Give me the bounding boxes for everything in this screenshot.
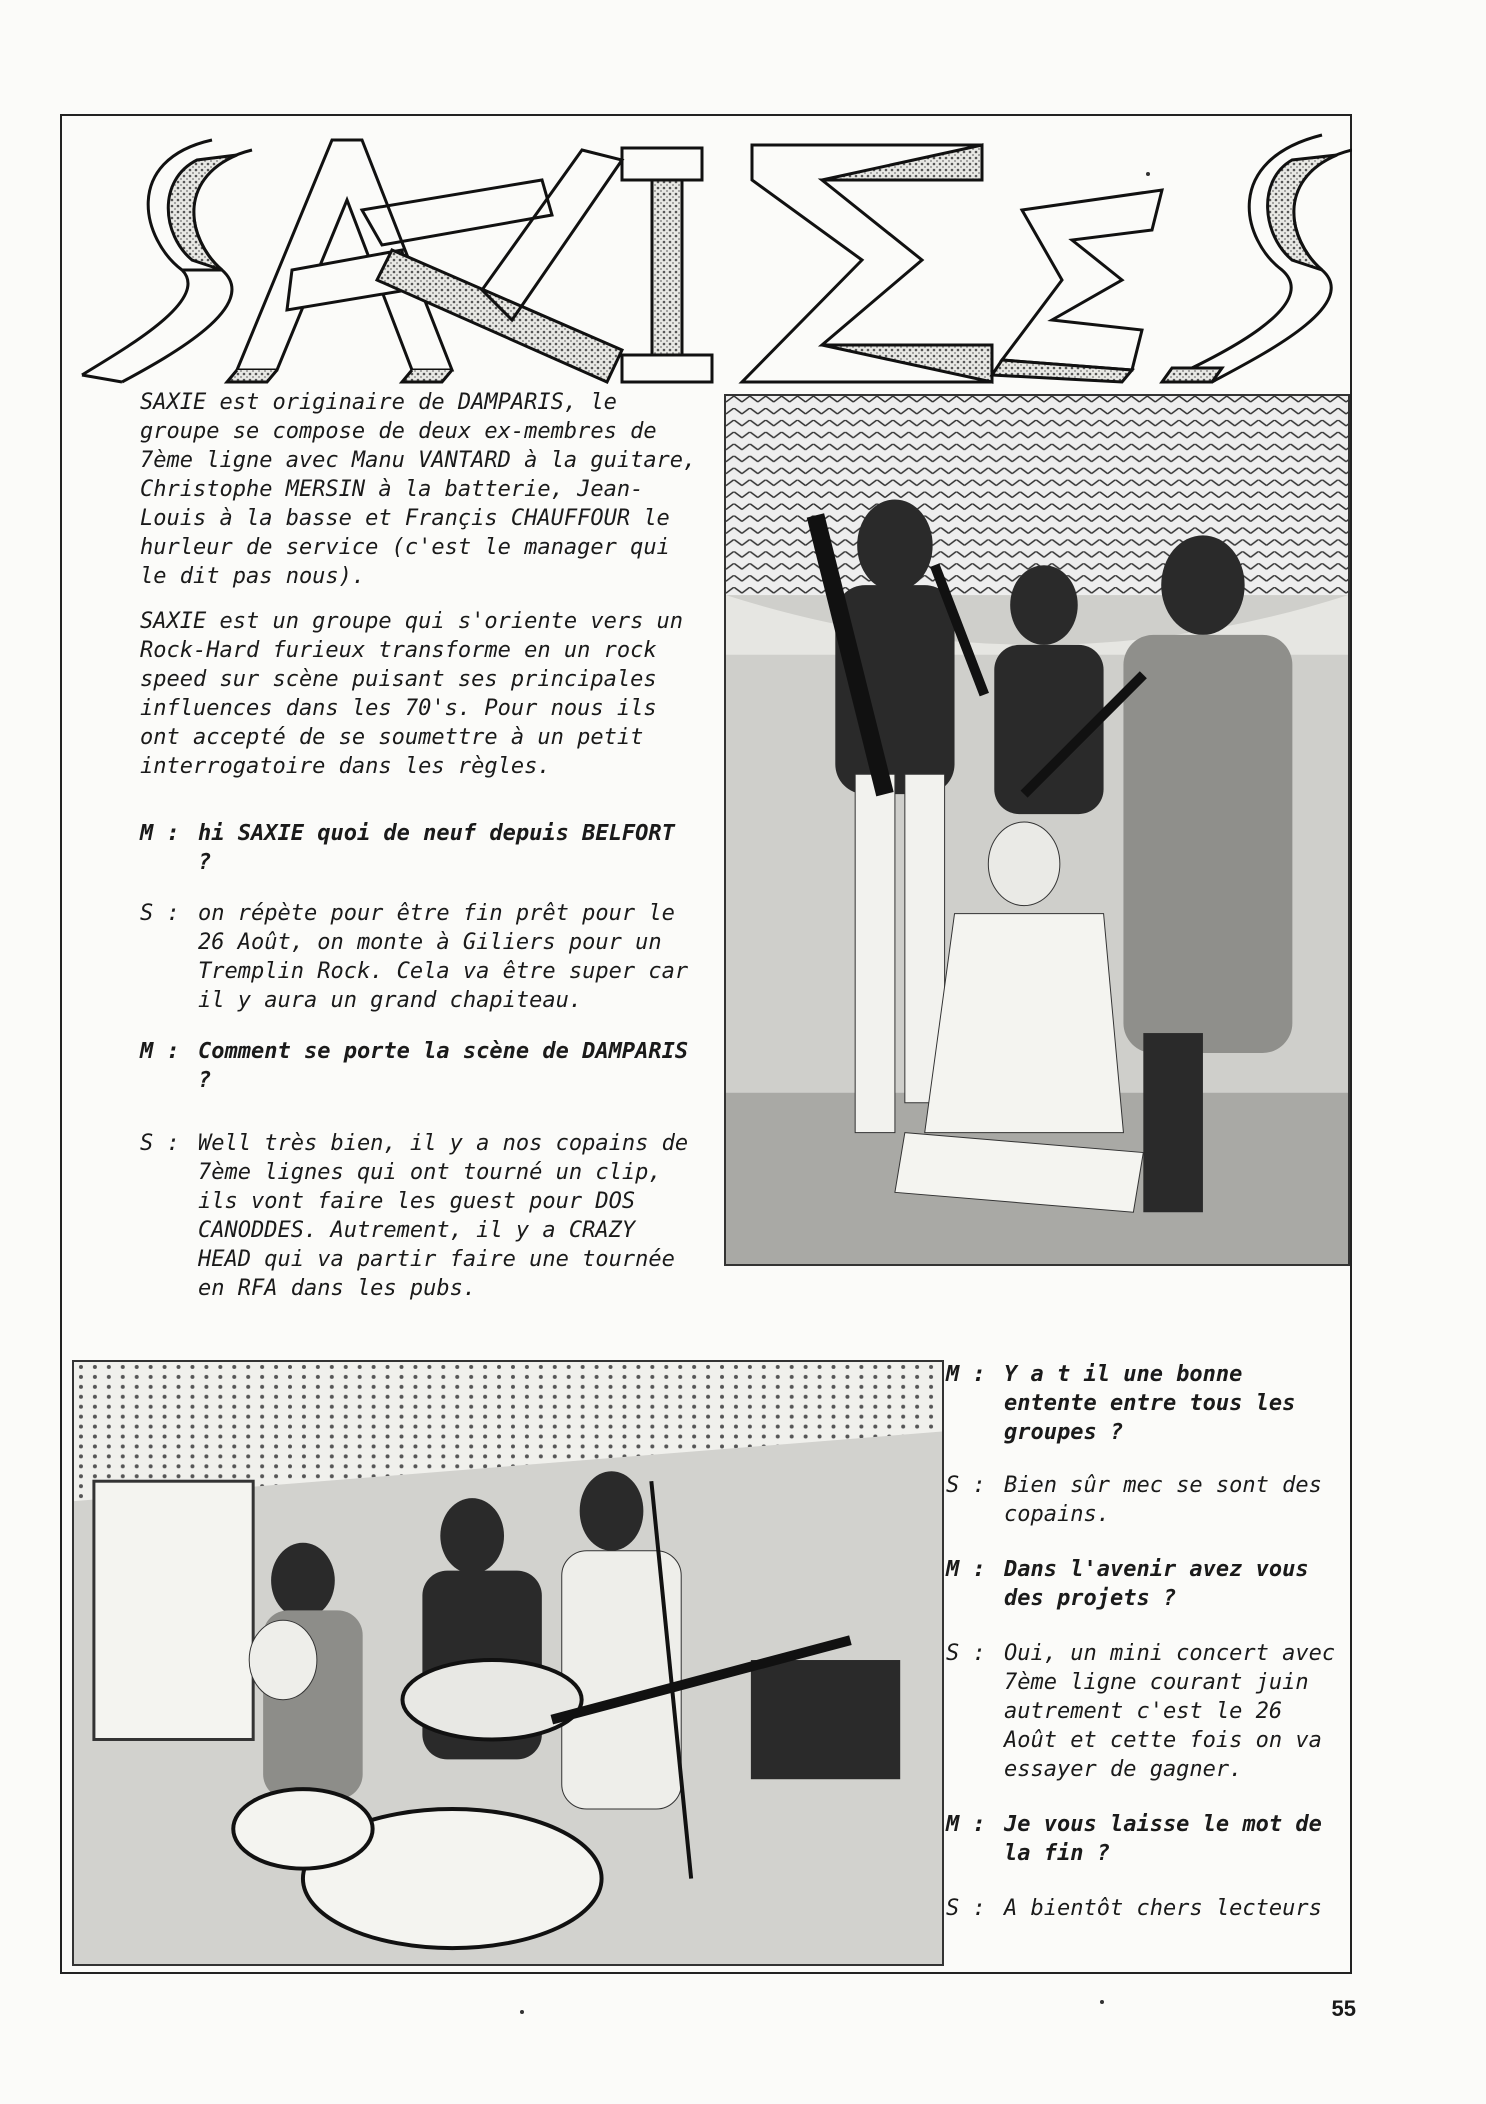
interview-answer xyxy=(946,1471,1346,1529)
question-text: Comment se porte la scène de DAMPARIS ? xyxy=(198,1039,689,1093)
speaker-label: M : xyxy=(946,1362,986,1387)
interview-answer xyxy=(140,899,700,1015)
saxies-logo xyxy=(62,120,1352,388)
speaker-label: S : xyxy=(946,1641,986,1666)
interview-question xyxy=(946,1555,1346,1613)
speaker-label: M : xyxy=(946,1557,986,1582)
band-photo-bottom xyxy=(72,1360,944,1966)
interview-question xyxy=(140,819,700,877)
intro-column xyxy=(140,388,700,1325)
interview-question xyxy=(140,1037,700,1095)
interview-right-column xyxy=(946,1360,1346,1945)
answer-text: A bientôt chers lecteurs xyxy=(1004,1896,1322,1921)
speaker-label: S : xyxy=(946,1896,986,1921)
question-text: Y a t il une bonne entente entre tous les groupes ? xyxy=(1004,1362,1296,1445)
interview-question xyxy=(946,1360,1346,1447)
speaker-label: M : xyxy=(946,1812,986,1837)
band-photo-top xyxy=(724,394,1350,1266)
question-text: Je vous laisse le mot de la fin ? xyxy=(1004,1812,1322,1866)
page-number: 55 xyxy=(1331,1996,1356,2021)
speaker-label: S : xyxy=(946,1473,986,1498)
answer-text: on répète pour être fin prêt pour le 26 Août, on monte à Giliers pour un Tremplin Rock. Cela va être super car il y aura un grand chapiteau. xyxy=(198,901,689,1013)
question-text: hi SAXIE quoi de neuf depuis BELFORT ? xyxy=(198,821,675,875)
speaker-label: M : xyxy=(140,821,180,846)
intro-paragraph-1: SAXIE est originaire de DAMPARIS, le groupe se compose de deux ex-membres de 7ème ligne avec Manu VANTARD à la guitare, Christophe MERSIN à la batterie, Jean-Louis à la basse et Françis CHAUFFOUR le hurleur de service (c'est le manager qui le dit pas nous). xyxy=(140,390,697,589)
answer-text: Oui, un mini concert avec 7ème ligne courant juin autrement c'est le 26 Août et cette fois on va essayer de gagner. xyxy=(1004,1641,1336,1782)
speaker-label: S : xyxy=(140,1131,180,1156)
answer-text: Bien sûr mec se sont des copains. xyxy=(1004,1473,1322,1527)
interview-answer xyxy=(946,1894,1346,1923)
speaker-label: M : xyxy=(140,1039,180,1064)
interview-answer xyxy=(140,1129,700,1303)
interview-question xyxy=(946,1810,1346,1868)
intro-paragraph-2: SAXIE est un groupe qui s'oriente vers un Rock-Hard furieux transforme en un rock speed sur scène puisant ses principales influences dans les 70's. Pour nous ils ont accepté de se soumettre à un petit interrogatoire dans les règles. xyxy=(140,609,684,779)
print-speck xyxy=(1146,172,1150,176)
answer-text: Well très bien, il y a nos copains de 7ème lignes qui ont tourné un clip, ils vont faire les guest pour DOS CANODDES. Autrement, il y a CRAZY HEAD qui va partir faire une tournée en RFA dans les pubs. xyxy=(198,1131,689,1301)
question-text: Dans l'avenir avez vous des projets ? xyxy=(1004,1557,1309,1611)
speaker-label: S : xyxy=(140,901,180,926)
print-speck xyxy=(520,2010,524,2014)
print-speck xyxy=(1100,2000,1104,2004)
interview-answer xyxy=(946,1639,1346,1784)
